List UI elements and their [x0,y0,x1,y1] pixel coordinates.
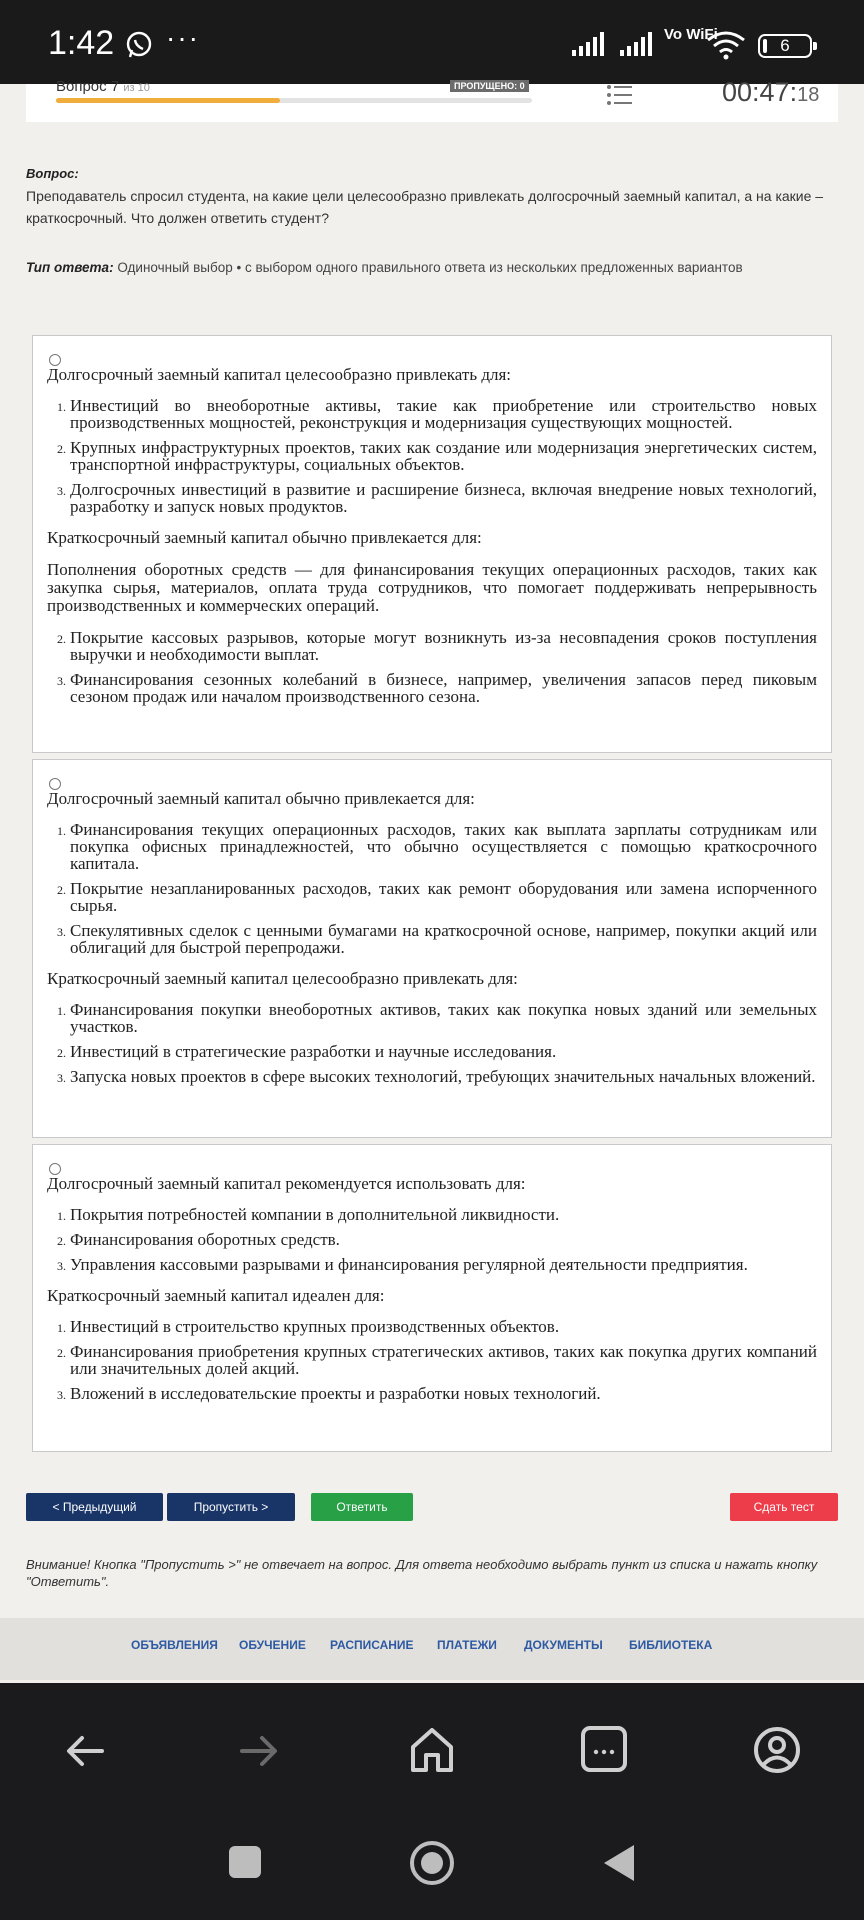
list-item: 2. Инвестиций в стратегические разработки и научные исследования. [69,1043,817,1060]
system-back-icon[interactable] [602,1843,636,1888]
list-item: 3. Управления кассовыми разрывами и финансирования регулярной деятельности предприятия. [69,1256,817,1273]
list-item: 3. Вложений в исследовательские проекты и разработки новых технологий. [69,1385,817,1402]
recent-apps-icon[interactable] [228,1845,262,1884]
progress-header [26,77,838,122]
question-text: Преподаватель спросил студента, на какие цели целесообразно привлекать долгосрочный заемный капитал, а на какие – краткосрочный. Что должен ответить студент? [26,188,824,226]
question-number: Вопрос 7 [56,78,120,95]
answer-option-1[interactable] [32,335,832,753]
signal-icon-2 [620,30,660,61]
home-icon[interactable] [408,1725,456,1780]
answer-option-2[interactable] [32,759,832,1138]
list-item: 2. Финансирования приобретения крупных стратегических активов, таких как покупка других компаний или значительных долей акций. [69,1343,817,1377]
list-item: 2. Покрытие незапланированных расходов, таких как ремонт оборудования или замена испорченного сырья. [69,880,817,914]
signal-icon [572,30,612,61]
nav-documents[interactable]: ДОКУМЕНТЫ [524,1638,603,1652]
timer-seconds: 18 [797,84,820,106]
answer-type-label: Тип ответа: [26,260,114,275]
option-heading: Долгосрочный заемный капитал обычно привлекается для: [47,789,475,808]
option-list [47,821,817,956]
question-total: из 10 [123,82,150,94]
profile-icon[interactable] [752,1725,802,1780]
option-heading: Краткосрочный заемный капитал идеален для: [47,1286,385,1305]
battery-icon [758,34,812,58]
answer-type [26,260,743,275]
timer-main: 00:47: [722,77,798,107]
browser-bar [0,1683,864,1920]
list-item: 3. Спекулятивных сделок с ценными бумагами на краткосрочной основе, например, покупки акций или облигаций для быстрой перепродажи. [69,922,817,956]
nav-payments[interactable]: ПЛАТЕЖИ [437,1638,497,1652]
nav-announcements[interactable]: ОБЪЯВЛЕНИЯ [131,1638,218,1652]
forward-arrow-icon[interactable] [236,1728,282,1779]
list-item: 2. Покрытие кассовых разрывов, которые могут возникнуть из-за несовпадения сроков поступления выручки и необходимости выплат. [69,629,817,663]
option-heading: Краткосрочный заемный капитал обычно привлекается для: [47,528,482,547]
option-paragraph: Пополнения оборотных средств — для финансирования текущих операционных расходов, таких как закупка сырья, материалов, оплата труда сотрудников, что помогает поддерживать непрерывность производственных и коммерческих операций. [47,560,817,615]
whatsapp-icon [124,30,154,65]
list-item: 3. Долгосрочных инвестиций в развитие и расширение бизнеса, включая внедрение новых технологий, разработку и запуск новых продуктов. [69,481,817,515]
option-heading: Долгосрочный заемный капитал рекомендуется использовать для: [47,1174,526,1193]
option-list [47,1318,817,1402]
timer [722,77,819,108]
question-label: Вопрос: [26,166,79,181]
answer-option-3[interactable] [32,1144,832,1452]
skip-notice: Внимание! Кнопка "Пропустить >" не отвечает на вопрос. Для ответа необходимо выбрать пункт из списка и нажать кнопку "Ответить". [26,1557,818,1589]
option-heading: Долгосрочный заемный капитал целесообразно привлекать для: [47,365,512,384]
nav-library[interactable]: БИБЛИОТЕКА [629,1638,713,1652]
answer-type-value: Одиночный выбор • с выбором одного правильного ответа из нескольких предложенных вариантов [117,260,743,275]
option-list [47,397,817,515]
option-list [47,1001,817,1085]
list-item: 2. Крупных инфраструктурных проектов, таких как создание или модернизация энергетических систем, транспортной инфраструктуры, социальных объектов. [69,439,817,473]
wifi-icon [706,30,746,65]
nav-education[interactable]: ОБУЧЕНИЕ [239,1638,306,1652]
vowifi-label: Vo WiFi [664,26,718,43]
option-heading: Краткосрочный заемный капитал целесообразно привлекать для: [47,969,518,988]
list-item: 2. Финансирования оборотных средств. [69,1231,817,1248]
footer-nav [0,1618,864,1680]
skip-button[interactable]: Пропустить > [167,1493,295,1521]
list-item: 1. Инвестиций во внеоборотные активы, такие как приобретение или строительство новых производственных мощностей, реконструкция и модернизация существующих мощностей. [69,397,817,431]
question-counter [56,78,150,95]
previous-button[interactable]: < Предыдущий [26,1493,163,1521]
list-item: 1. Финансирования текущих операционных расходов, таких как выплата зарплаты сотрудникам или покупка офисных принадлежностей, что обычно осуществляется с помощью краткосрочного капитала. [69,821,817,872]
clock: 1:42 [48,24,115,62]
battery-level: 6 [780,36,790,55]
answer-button[interactable]: Ответить [311,1493,413,1521]
list-item: 3. Финансирования сезонных колебаний в бизнесе, например, увеличения запасов перед пиковым сезоном продаж или началом производственного сезона. [69,671,817,705]
list-item: 1. Финансирования покупки внеоборотных активов, таких как покупка новых зданий или земельных участков. [69,1001,817,1035]
list-item: 3. Запуска новых проектов в сфере высоких технологий, требующих значительных начальных вложений. [69,1068,817,1085]
list-item: 1. Покрытия потребностей компании в дополнительной ликвидности. [69,1206,817,1223]
back-arrow-icon[interactable] [62,1728,108,1779]
progress-fill [56,98,280,103]
status-bar [0,0,864,84]
tabs-icon[interactable] [580,1725,628,1778]
skipped-badge: ПРОПУЩЕНО: 0 [450,80,529,92]
option-list [47,1206,817,1273]
progress-bar [56,98,532,103]
list-item: 1. Инвестиций в строительство крупных производственных объектов. [69,1318,817,1335]
nav-schedule[interactable]: РАСПИСАНИЕ [330,1638,414,1652]
submit-test-button[interactable]: Сдать тест [730,1493,838,1521]
more-notifications-icon: ··· [166,22,200,53]
question-list-icon[interactable] [606,84,634,111]
home-button-icon[interactable] [409,1840,455,1891]
option-list [47,629,817,705]
